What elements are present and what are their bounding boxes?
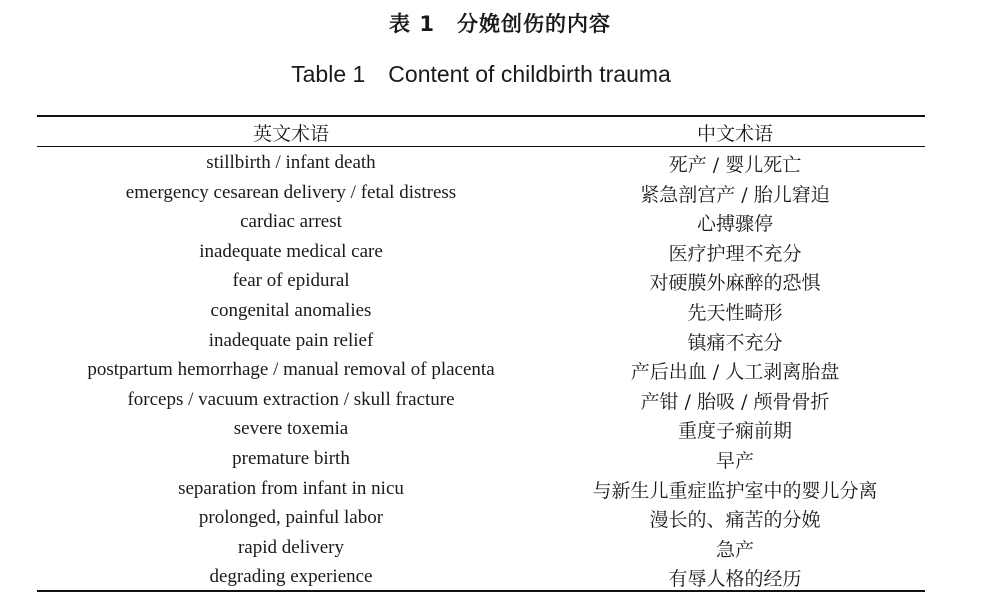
chinese-term-cell: 有辱人格的经历 [668,568,802,591]
chinese-term-cell: 紧急剖宫产 / 胎儿窘迫 [640,183,830,206]
english-term-cell: severe toxemia [233,418,349,440]
table-row [37,326,925,356]
table-row [37,178,925,208]
english-term-cell: stillbirth / infant death [206,152,376,173]
english-term-cell: inadequate medical care [199,240,383,262]
table-row [37,385,925,415]
chinese-term-cell: 死产 / 婴儿死亡 [668,154,802,176]
english-term-cell: inadequate pain relief [208,329,374,351]
table-row [37,296,925,326]
chinese-term-cell: 镇痛不充分 [687,331,783,354]
table-header-rule [37,146,925,147]
chinese-term-cell: 产钳 / 胎吸 / 颅骨骨折 [640,390,830,413]
table-row [37,474,925,504]
table-row [37,533,925,563]
chinese-term-cell: 重度子痫前期 [677,420,792,443]
english-term-cell: fear of epidural [232,270,350,292]
table-row [37,266,925,296]
table-row [37,503,925,533]
chinese-term-cell: 与新生儿重症监护室中的婴儿分离 [592,479,878,502]
table-row [37,207,925,237]
table-row [37,414,925,444]
table-row [37,444,925,474]
header-chinese-term: 中文术语 [696,123,773,145]
chinese-term-cell: 医疗护理不充分 [668,242,802,265]
header-english-term: 英文术语 [252,123,329,145]
english-term-cell: premature birth [232,447,350,469]
chinese-term-cell: 早产 [715,449,754,472]
english-term-cell: postpartum hemorrhage / manual removal of placenta [87,359,495,381]
english-term-cell: cardiac arrest [240,211,342,233]
chinese-term-cell: 急产 [715,538,754,561]
english-term-cell: emergency cesarean delivery / fetal distress [125,181,457,203]
table-header-row [37,117,925,146]
childbirth-trauma-table [37,117,925,591]
table-title-chinese: 表 1 分娩创伤的内容 [389,12,611,36]
chinese-term-cell: 对硬膜外麻醉的恐惧 [649,272,821,295]
english-term-cell: congenital anomalies [210,299,372,321]
table-row [37,562,925,592]
english-term-cell: prolonged, painful labor [198,507,384,529]
table-row [37,148,925,178]
english-term-cell: rapid delivery [237,536,345,558]
english-term-cell: degrading experience [209,566,373,588]
table-body [37,148,925,592]
chinese-term-cell: 先天性畸形 [687,301,783,324]
chinese-term-cell: 漫长的、痛苦的分娩 [649,509,821,532]
table-row [37,355,925,385]
table-title-english: Table 1 Content of childbirth trauma [291,61,671,87]
chinese-term-cell: 心搏骤停 [696,213,773,236]
table-row [37,237,925,267]
chinese-term-cell: 产后出血 / 人工剥离胎盘 [630,361,840,384]
english-term-cell: forceps / vacuum extraction / skull fracture [127,388,455,410]
english-term-cell: separation from infant in nicu [178,477,404,499]
